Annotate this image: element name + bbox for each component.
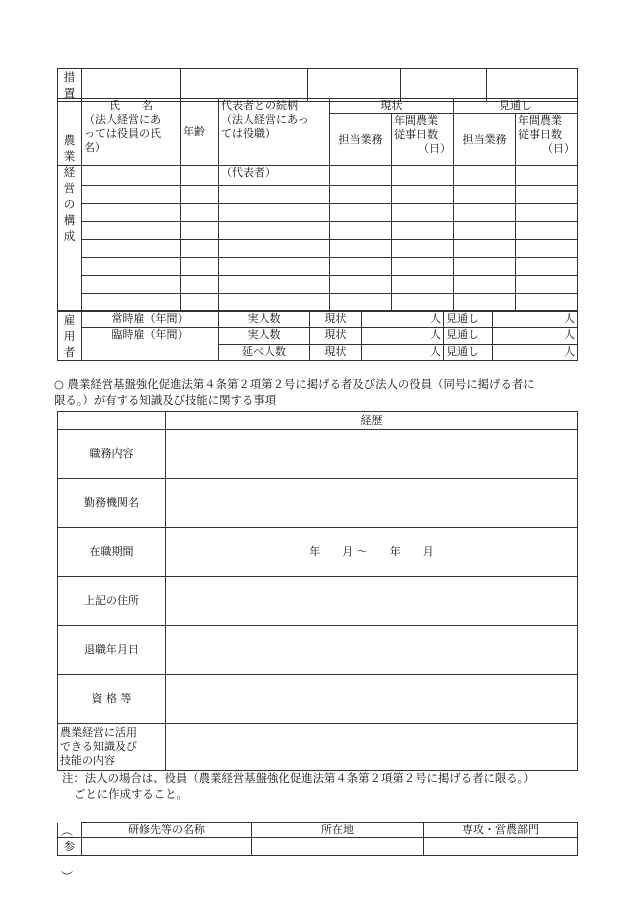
relation-header: 代表者との続柄 （法人経営にあっ ては役職） bbox=[219, 99, 330, 166]
employ-outlook-value[interactable]: 人 bbox=[493, 327, 578, 345]
member-cell[interactable] bbox=[516, 222, 578, 240]
member-cell[interactable] bbox=[516, 166, 578, 186]
member-cell[interactable] bbox=[516, 186, 578, 204]
employment-period-value[interactable]: 年 月 ～ 年 月 bbox=[166, 528, 578, 577]
employ-current-value[interactable]: 人 bbox=[362, 345, 444, 361]
table-row bbox=[58, 204, 578, 222]
member-cell[interactable] bbox=[392, 240, 454, 258]
member-cell[interactable] bbox=[181, 222, 219, 240]
training-table bbox=[57, 822, 578, 856]
measures-cell[interactable] bbox=[181, 69, 308, 102]
current-duty-header: 担当業務 bbox=[330, 114, 392, 166]
reference-label: 参 bbox=[58, 838, 82, 856]
career-row-label: 在職期間 bbox=[58, 528, 166, 577]
career-header: 経歴 bbox=[166, 412, 578, 430]
table-row bbox=[58, 258, 578, 276]
member-cell[interactable] bbox=[330, 166, 392, 186]
member-cell[interactable] bbox=[181, 186, 219, 204]
member-cell[interactable] bbox=[82, 204, 181, 222]
training-name-header: 研修先等の名称 bbox=[82, 823, 252, 838]
member-cell[interactable] bbox=[219, 276, 330, 294]
table-row bbox=[58, 240, 578, 258]
member-cell[interactable] bbox=[392, 166, 454, 186]
member-age-cell[interactable] bbox=[181, 166, 219, 186]
career-row-label: 退職年月日 bbox=[58, 626, 166, 675]
member-cell[interactable] bbox=[219, 294, 330, 312]
training-location-cell[interactable] bbox=[252, 838, 424, 856]
reference-paren-open: ︵ bbox=[61, 824, 74, 838]
employ-current-value[interactable]: 人 bbox=[362, 327, 444, 345]
member-cell[interactable] bbox=[454, 166, 516, 186]
outlook-duty-header: 担当業務 bbox=[454, 114, 516, 166]
member-cell[interactable] bbox=[82, 276, 181, 294]
employ-current-label: 現状 bbox=[310, 327, 362, 345]
member-cell[interactable] bbox=[219, 258, 330, 276]
member-cell[interactable] bbox=[82, 240, 181, 258]
table-row bbox=[58, 294, 578, 312]
career-row-value[interactable] bbox=[166, 675, 578, 724]
member-cell[interactable] bbox=[392, 186, 454, 204]
reference-paren-close: ︶ bbox=[61, 870, 74, 884]
farm-composition-label: 農 業 経 営 の 構 成 bbox=[58, 166, 82, 312]
member-cell[interactable] bbox=[181, 240, 219, 258]
member-cell[interactable] bbox=[454, 258, 516, 276]
member-cell[interactable] bbox=[219, 204, 330, 222]
member-cell[interactable] bbox=[454, 222, 516, 240]
career-table bbox=[57, 411, 578, 771]
member-cell[interactable] bbox=[181, 204, 219, 222]
member-cell[interactable] bbox=[516, 204, 578, 222]
note: 注：法人の場合は、役員（農業経営基盤強化促進法第４条第２項第２号に掲げる者に限る。） ごとに作成すること。 bbox=[62, 771, 535, 801]
employ-outlook-label: 見通し bbox=[444, 311, 493, 327]
member-cell[interactable] bbox=[516, 240, 578, 258]
measures-table bbox=[57, 68, 578, 102]
employ-current-value[interactable]: 人 bbox=[362, 311, 444, 327]
member-cell[interactable] bbox=[330, 222, 392, 240]
member-cell[interactable] bbox=[219, 240, 330, 258]
employ-type-cell: 臨時雇（年間） bbox=[82, 327, 219, 361]
measures-cell[interactable] bbox=[487, 69, 578, 102]
knowledge-skills-value[interactable] bbox=[166, 724, 578, 771]
career-row-label: 上記の住所 bbox=[58, 577, 166, 626]
knowledge-skills-label: 農業経営に活用 できる知識及び 技能の内容 bbox=[58, 724, 166, 771]
measures-cell[interactable] bbox=[401, 69, 487, 102]
member-cell[interactable] bbox=[330, 204, 392, 222]
farm-composition-table bbox=[57, 98, 578, 312]
member-cell[interactable] bbox=[330, 186, 392, 204]
employ-outlook-label: 見通し bbox=[444, 345, 493, 361]
table-row bbox=[58, 276, 578, 294]
member-cell[interactable] bbox=[454, 294, 516, 312]
employ-count-label: 実人数 bbox=[219, 327, 310, 345]
training-major-cell[interactable] bbox=[424, 838, 578, 856]
employ-outlook-value[interactable]: 人 bbox=[493, 311, 578, 327]
representative-cell: （代表者） bbox=[219, 166, 330, 186]
member-cell[interactable] bbox=[181, 294, 219, 312]
member-cell[interactable] bbox=[454, 276, 516, 294]
current-header: 現状 bbox=[330, 99, 454, 114]
outlook-days-header: 年間農業 従事日数 （日） bbox=[516, 114, 578, 166]
employees-label: 雇 用 者 bbox=[58, 311, 82, 361]
member-cell[interactable] bbox=[392, 276, 454, 294]
member-cell[interactable] bbox=[516, 294, 578, 312]
measures-cell[interactable] bbox=[82, 69, 181, 102]
member-cell[interactable] bbox=[219, 222, 330, 240]
employ-outlook-label: 見通し bbox=[444, 327, 493, 345]
career-corner bbox=[58, 412, 166, 430]
member-cell[interactable] bbox=[181, 258, 219, 276]
member-cell[interactable] bbox=[392, 294, 454, 312]
member-cell[interactable] bbox=[392, 204, 454, 222]
training-name-cell[interactable] bbox=[82, 838, 252, 856]
measures-cell[interactable] bbox=[308, 69, 401, 102]
employ-current-label: 現状 bbox=[310, 311, 362, 327]
member-cell[interactable] bbox=[82, 186, 181, 204]
member-cell[interactable] bbox=[82, 294, 181, 312]
member-cell[interactable] bbox=[181, 276, 219, 294]
training-location-header: 所在地 bbox=[252, 823, 424, 838]
career-row-value[interactable] bbox=[166, 577, 578, 626]
current-days-header: 年間農業 従事日数 （日） bbox=[392, 114, 454, 166]
member-cell[interactable] bbox=[392, 258, 454, 276]
member-cell[interactable] bbox=[516, 276, 578, 294]
career-row-label: 勤務機関名 bbox=[58, 479, 166, 528]
member-cell[interactable] bbox=[82, 258, 181, 276]
member-cell[interactable] bbox=[454, 240, 516, 258]
table-row bbox=[58, 222, 578, 240]
member-cell[interactable] bbox=[330, 294, 392, 312]
career-row-value[interactable] bbox=[166, 479, 578, 528]
section2-title: ○ 農業経営基盤強化促進法第４条第２項第２号に掲げる者及び法人の役員（同号に掲げる者に 限る。）が有する知識及び技能に関する事項 bbox=[54, 377, 535, 407]
name-header: 氏 名 （法人経営にあ っては役員の氏 名） bbox=[82, 99, 181, 166]
training-major-header: 専攻・営農部門 bbox=[424, 823, 578, 838]
employ-current-label: 現状 bbox=[310, 345, 362, 361]
employees-table bbox=[57, 310, 578, 361]
employ-count-label: 実人数 bbox=[219, 311, 310, 327]
career-row-value[interactable] bbox=[166, 430, 578, 479]
member-cell[interactable] bbox=[454, 186, 516, 204]
member-cell[interactable] bbox=[330, 258, 392, 276]
career-row-value[interactable] bbox=[166, 626, 578, 675]
member-cell[interactable] bbox=[82, 222, 181, 240]
table-row bbox=[58, 186, 578, 204]
reference-corner bbox=[58, 823, 82, 838]
measures-label: 措 置 bbox=[58, 69, 82, 102]
employ-count-label: 延べ人数 bbox=[219, 345, 310, 361]
member-name-cell[interactable] bbox=[82, 166, 181, 186]
member-cell[interactable] bbox=[330, 240, 392, 258]
member-cell[interactable] bbox=[219, 186, 330, 204]
member-cell[interactable] bbox=[454, 204, 516, 222]
employ-type-cell: 常時雇（年間） bbox=[82, 311, 219, 327]
member-cell[interactable] bbox=[392, 222, 454, 240]
outlook-header: 見通し bbox=[454, 99, 578, 114]
career-row-label: 職務内容 bbox=[58, 430, 166, 479]
member-cell[interactable] bbox=[516, 258, 578, 276]
age-header: 年齢 bbox=[181, 99, 219, 166]
member-cell[interactable] bbox=[330, 276, 392, 294]
employ-outlook-value[interactable]: 人 bbox=[493, 345, 578, 361]
career-row-label: 資 格 等 bbox=[58, 675, 166, 724]
